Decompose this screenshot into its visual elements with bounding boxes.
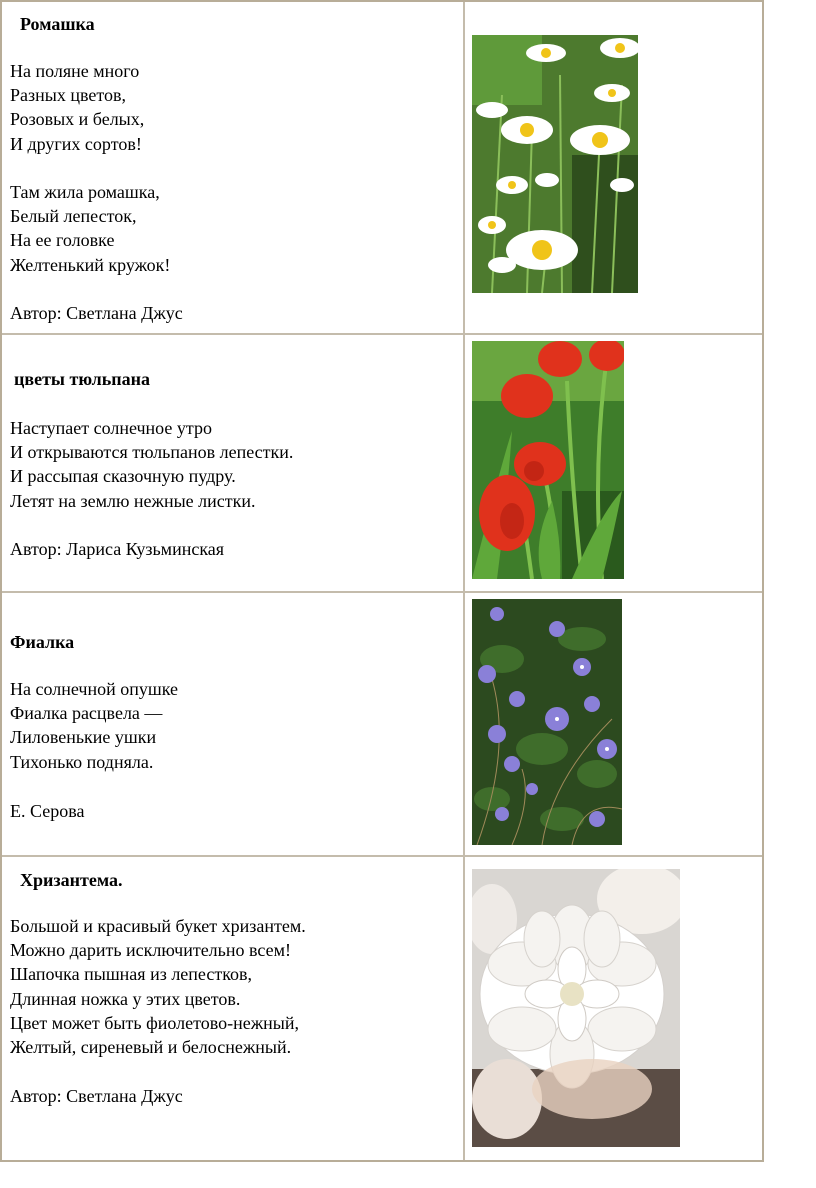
poem-cell: [2, 2, 465, 333]
poem-title: Хризантема.: [20, 870, 123, 890]
table-row: [2, 855, 762, 1160]
poem-body: [10, 914, 306, 1059]
poem-line: Летят на землю нежные листки.: [10, 490, 256, 511]
daisy-photo: [472, 35, 638, 293]
table-row: [2, 591, 762, 855]
poem-line: И других сортов!: [10, 133, 142, 154]
photo-cell: [465, 857, 762, 1160]
poem-body: [10, 59, 170, 277]
photo-cell: [465, 2, 762, 333]
poem-line: Большой и красивый букет хризантем.: [10, 916, 306, 936]
violet-photo: [472, 599, 622, 845]
poem-title: Фиалка: [10, 632, 75, 652]
poem-body: [10, 416, 293, 513]
poem-line: Наступает солнечное утро: [10, 418, 212, 438]
poem-line: На поляне много: [10, 61, 140, 81]
poem-line: Желтенький кружок!: [10, 254, 171, 275]
poem-line: Белый лепесток,: [10, 206, 137, 227]
poem-line: Розовых и белых,: [10, 109, 145, 130]
poem-line: Фиалка расцвела —: [10, 703, 163, 724]
poem-line: На солнечной опушке: [10, 679, 178, 699]
poem-cell: [2, 857, 465, 1160]
poem-title: цветы тюльпана: [14, 369, 150, 389]
poem-line: Желтый, сиреневый и белоснежный.: [10, 1037, 292, 1058]
poem-line: Лиловенькие ушки: [10, 727, 157, 748]
poem-cell: [2, 593, 465, 855]
photo-cell: [465, 335, 762, 591]
poem-line: Длинная ножка у этих цветов.: [10, 988, 241, 1009]
poem-line: [10, 156, 170, 180]
poem-line: Там жила ромашка,: [10, 182, 160, 203]
poem-title: Ромашка: [20, 14, 95, 34]
photo-cell: [465, 593, 762, 855]
poem-line: И открываются тюльпанов лепестки.: [10, 442, 294, 463]
table-row: [2, 2, 762, 333]
poem-author: Автор: Лариса Кузьминская: [10, 539, 225, 559]
poem-line: Цвет может быть фиолетово-нежный,: [10, 1012, 300, 1033]
poem-line: Разных цветов,: [10, 85, 126, 106]
poem-author: Автор: Светлана Джус: [10, 1086, 183, 1106]
tulip-photo: [472, 341, 624, 579]
poem-line: На ее головке: [10, 230, 115, 251]
poem-line: Тихонько подняла.: [10, 751, 154, 772]
poem-line: Шапочка пышная из лепестков,: [10, 964, 253, 985]
chrysanthemum-photo: [472, 869, 680, 1147]
poem-author: Автор: Светлана Джус: [10, 303, 183, 323]
poem-line: И рассыпая сказочную пудру.: [10, 466, 236, 487]
poem-cell: [2, 335, 465, 591]
table-row: [2, 333, 762, 591]
poem-line: Можно дарить исключительно всем!: [10, 940, 291, 961]
poem-body: [10, 677, 178, 774]
poem-author: Е. Серова: [10, 801, 85, 821]
